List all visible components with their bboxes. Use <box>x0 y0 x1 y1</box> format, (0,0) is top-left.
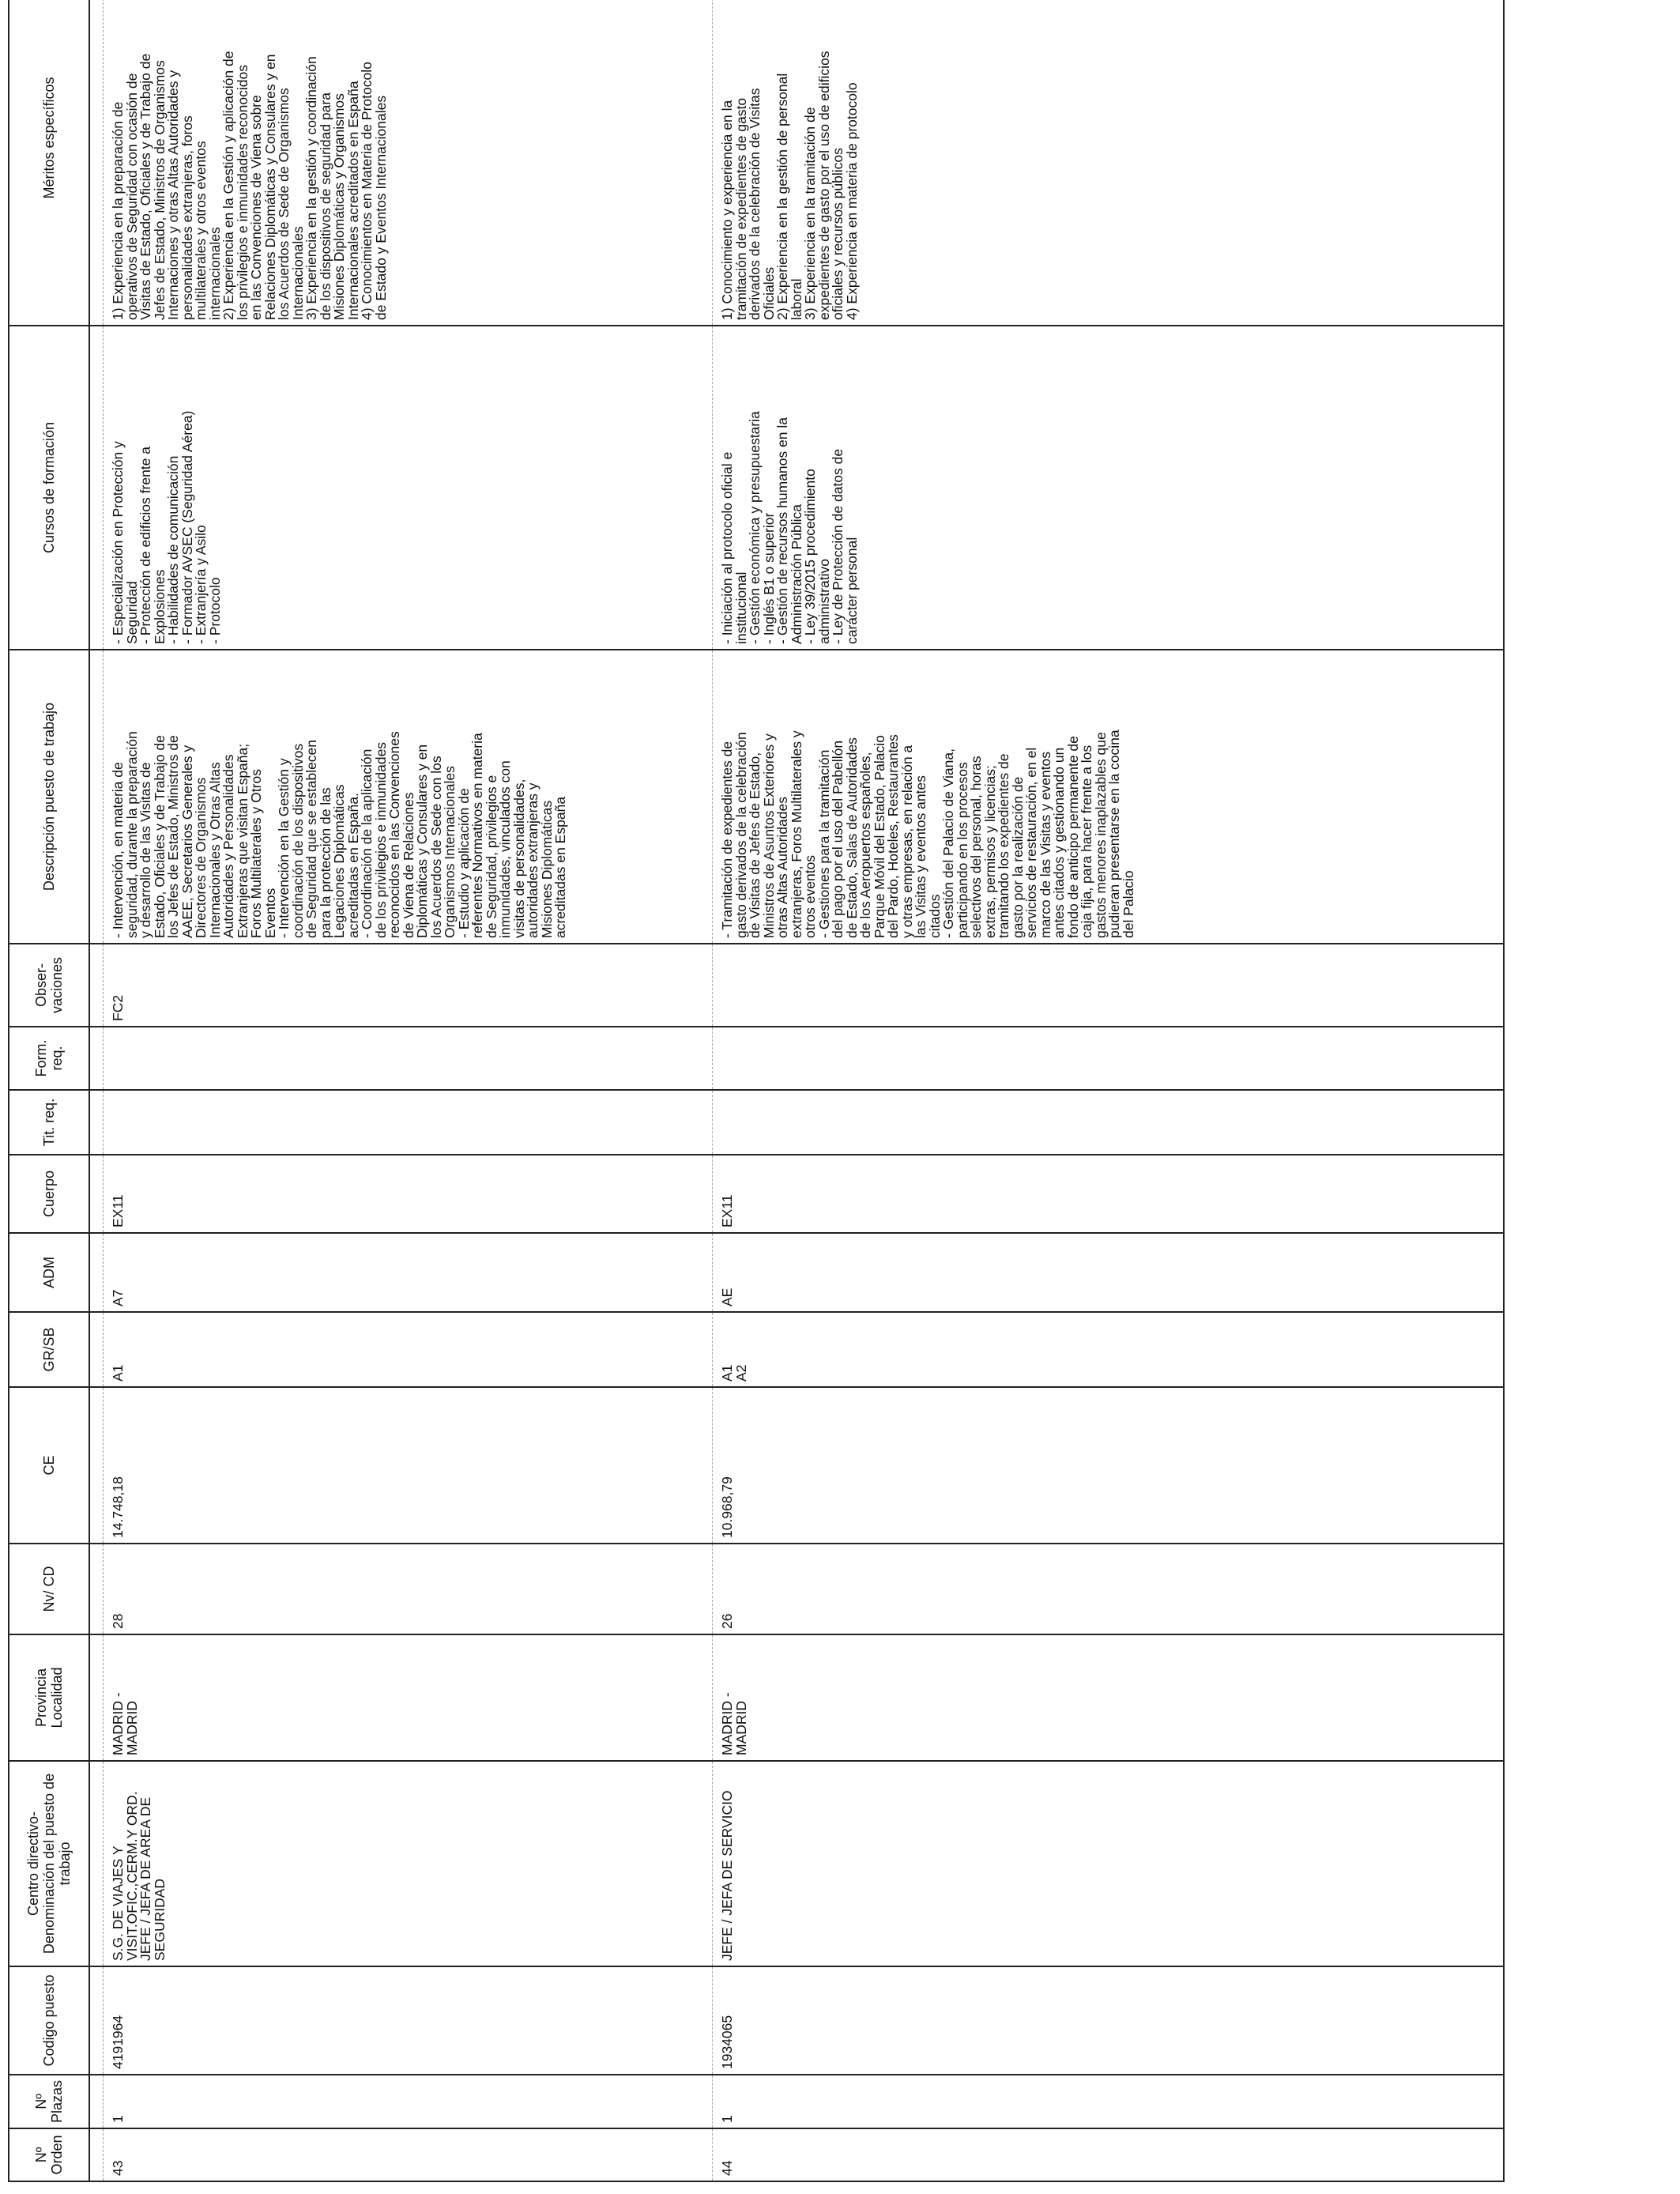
header-cursos: Cursos de formación <box>9 326 89 650</box>
cursos-line: carácter personal <box>843 537 860 644</box>
table-row <box>713 0 1505 2181</box>
desc-line: acreditadas en España. <box>345 793 361 938</box>
desc-line: y otras empresas, en relación a <box>898 745 915 938</box>
header-ce: CE <box>9 1387 89 1544</box>
cell-cursos <box>713 326 1505 650</box>
cell-ce: 10.968,79 <box>713 1387 1505 1544</box>
desc-line: del Pardo, Hoteles, Restaurantes <box>885 734 901 938</box>
provincia-line: MADRID - <box>110 1692 126 1755</box>
desc-line: - Tramitación de expedientes de <box>719 741 735 938</box>
desc-line: Organismos Internacionales <box>442 766 458 938</box>
desc-line: - Gestión del Palacio de Viana, <box>940 748 956 938</box>
header-codigo: Codigo puesto <box>9 1966 89 2075</box>
header-row <box>9 0 89 2181</box>
provincia-line: MADRID - <box>719 1692 735 1755</box>
meritos-line: laboral <box>788 278 804 320</box>
cursos-line: - Extranjería y Asilo <box>193 525 209 644</box>
grsb-line: A1 <box>110 1364 126 1382</box>
desc-line: gasto derivados de la celebración <box>733 732 749 938</box>
desc-line: selectivos del personal, horas <box>968 756 984 938</box>
desc-line: y desarrollo de las Visitas de <box>137 762 153 938</box>
desc-line: - Estudio y aplicación de <box>455 788 472 938</box>
meritos-line: los Acuerdos de Sede de Organismos <box>276 88 292 320</box>
meritos-line: operativos de Seguridad con ocasión de <box>123 73 140 320</box>
cell-grsb <box>104 1312 713 1387</box>
header-cuerpo: Cuerpo <box>9 1155 89 1233</box>
desc-line: del Palacio <box>1120 870 1136 938</box>
desc-line: de los Aeropuertos españoles, <box>857 752 873 938</box>
meritos-line: personalidades extranjeras, foros <box>179 115 195 320</box>
meritos-line: los privilegios e inmunidades reconocidos <box>234 65 250 320</box>
desc-line: las Visitas y eventos antes <box>913 775 929 938</box>
desc-line: - Coordinación de la aplicación <box>359 748 375 938</box>
desc-line: - Intervención, en materia de <box>110 762 126 938</box>
desc-line: servicios de restauración, en el <box>1023 747 1039 938</box>
desc-line: inmunidades, vinculados con <box>497 760 513 938</box>
cell-obs: FC2 <box>104 944 713 1027</box>
meritos-line: 1) Conocimiento y experiencia en la <box>719 100 735 320</box>
cell-nivel: 26 <box>713 1544 1505 1634</box>
desc-line: tramitando los expedientes de <box>996 753 1011 938</box>
cell-form <box>104 1027 713 1090</box>
header-obs: Obser- vaciones <box>9 944 89 1027</box>
header-form: Form. req. <box>9 1027 89 1090</box>
table-row <box>104 0 713 2181</box>
desc-line: de Visitas de Jefes de Estado, <box>747 752 763 938</box>
cell-tit <box>104 1090 713 1155</box>
cell-codigo: 4191964 <box>104 1966 713 2075</box>
job-positions-table <box>8 0 1505 2182</box>
cell-obs <box>713 944 1505 1027</box>
cell-provincia <box>713 1634 1505 1761</box>
meritos-line: oficiales y recursos públicos <box>830 148 846 320</box>
desc-line: de Estado, Salas de Autoridades <box>843 737 860 938</box>
cell-adm: A7 <box>104 1233 713 1312</box>
desc-line: fondo de anticipo permanente de <box>1064 736 1081 938</box>
desc-line: referentes Normativos en materia <box>469 733 485 938</box>
cell-tit <box>713 1090 1505 1155</box>
desc-line: visitas de personalidades, <box>510 778 527 938</box>
grsb-line: A1 <box>719 1364 735 1382</box>
desc-line: citados <box>926 894 943 938</box>
desc-line: antes citados y gestionando un <box>1051 747 1067 938</box>
meritos-line: Misiones Diplomáticas y Organismos <box>331 93 347 320</box>
desc-line: de Seguridad que se establecen <box>303 739 319 938</box>
cursos-line: - Inglés B1 o superior <box>760 512 777 644</box>
meritos-line: 4) Experiencia en materia de protocolo <box>843 82 860 320</box>
cursos-line: Seguridad <box>123 581 140 644</box>
header-centro: Centro directivo- Denominación del puesto de trabajo <box>9 1761 89 1966</box>
cell-cursos <box>104 326 713 650</box>
desc-line: seguridad, durante la preparación <box>123 731 140 938</box>
cursos-line: administrativo <box>816 559 832 644</box>
cell-ce: 14.748,18 <box>104 1387 713 1544</box>
header-provincia: Provincia Localidad <box>9 1634 89 1761</box>
meritos-line: de Estado y Eventos Internacionales <box>372 95 389 320</box>
cell-desc <box>713 650 1505 944</box>
meritos-line: 2) Experiencia en la gestión de personal <box>774 73 790 320</box>
desc-line: Legaciones Diplomáticas <box>331 784 347 938</box>
desc-line: gasto por la realización de <box>1009 776 1026 938</box>
meritos-line: 4) Conocimientos en Materia de Protocolo <box>359 62 375 320</box>
cursos-line: - Ley de Protección de datos de <box>830 448 846 644</box>
desc-line: - Intervención en la Gestión y <box>276 758 292 938</box>
meritos-line: expedientes de gasto por el uso de edificios <box>816 51 832 320</box>
cursos-line: - Formador AVSEC (Seguridad Aérea) <box>179 410 195 644</box>
header-plazas: Nº Plazas <box>9 2075 89 2128</box>
meritos-line: Internaciones y otras Altas Autoridades y <box>165 70 181 320</box>
desc-line: marco de las Visitas y eventos <box>1037 751 1053 938</box>
desc-line: Estado, Oficiales y de Trabajo de <box>151 735 168 938</box>
desc-line: de Viena de Relaciones <box>400 792 416 938</box>
centro-line: S.G. DE VIAJES Y <box>110 1845 126 1961</box>
cursos-line: institucional <box>733 571 749 644</box>
meritos-line: en las Convenciones de Viena sobre <box>248 95 264 320</box>
desc-line: pudieran presentarse en la cocina <box>1106 729 1122 938</box>
meritos-line: Oficiales <box>760 266 777 320</box>
cell-orden: 44 <box>713 2128 1505 2181</box>
header-tit: Tit. req. <box>9 1090 89 1155</box>
desc-line: del pago por el uso del Pabellón <box>830 740 846 938</box>
meritos-line: 3) Experiencia en la gestión y coordinación <box>303 56 319 320</box>
desc-line: Foros Multilaterales y Otros <box>248 769 264 938</box>
desc-line: acreditadas en España <box>552 796 568 938</box>
meritos-line: 2) Experiencia en la Gestión y aplicación de <box>220 51 236 320</box>
desc-line: autoridades extranjeras y <box>525 782 541 938</box>
meritos-line: Visitas de Estado, Oficiales y de Trabajo de <box>137 53 153 320</box>
provincia-line: MADRID <box>123 1700 140 1755</box>
cell-plazas: 1 <box>713 2075 1505 2128</box>
desc-line: Autoridades y Personalidades <box>220 754 236 938</box>
cell-cuerpo: EX11 <box>713 1155 1505 1233</box>
meritos-line: de los dispositivos de seguridad para <box>317 92 333 320</box>
desc-line: - Gestiones para la tramitación <box>816 749 832 938</box>
cell-centro <box>713 1761 1505 1966</box>
cursos-line: - Protocolo <box>206 577 223 644</box>
cell-desc <box>104 650 713 944</box>
cell-nivel: 28 <box>104 1544 713 1634</box>
cell-codigo: 1934065 <box>713 1966 1505 2075</box>
separator-row <box>89 0 104 2181</box>
desc-line: Eventos <box>262 888 278 938</box>
meritos-line: Relaciones Diplomáticas y Consulares y en <box>262 54 278 320</box>
cell-form <box>713 1027 1505 1090</box>
meritos-line: tramitación de expedientes de gasto <box>733 97 749 320</box>
desc-line: Parque Móvil del Estado, Palacio <box>871 735 887 938</box>
desc-line: otras Altas Autoridades <box>774 797 790 938</box>
cell-provincia <box>104 1634 713 1761</box>
desc-line: Diplomáticas y Consulares y en <box>414 744 430 938</box>
meritos-line: internacionales <box>206 227 223 320</box>
grsb-line: A2 <box>733 1364 749 1382</box>
header-meritos: Méritos específicos <box>9 0 89 326</box>
desc-line: para la protección de las <box>317 787 333 938</box>
desc-line: Extranjeras que visitan España; <box>234 743 250 938</box>
meritos-line: 1) Experiencia en la preparación de <box>110 101 126 320</box>
cell-orden: 43 <box>104 2128 713 2181</box>
meritos-line: Jefes de Estado, Ministros de Organismos <box>151 60 168 320</box>
desc-line: reconocidos en las Convenciones <box>386 731 402 938</box>
meritos-line: derivados de la celebración de Visitas <box>747 88 763 320</box>
meritos-line: Internacionales acreditados en España <box>345 81 361 320</box>
cursos-line: Administración Pública <box>788 503 804 644</box>
cursos-line: - Gestión de recursos humanos en la <box>774 417 790 644</box>
cursos-line: - Iniciación al protocolo oficial e <box>719 451 735 644</box>
cell-plazas: 1 <box>104 2075 713 2128</box>
desc-line: de los privilegios e inmunidades <box>372 741 389 938</box>
meritos-line: Internacionales <box>289 226 306 320</box>
desc-line: coordinación de los dispositivos <box>289 743 306 938</box>
cell-centro <box>104 1761 713 1966</box>
desc-line: Internacionales y Otras Altas <box>206 762 223 938</box>
meritos-line: multilaterales y otros eventos <box>193 141 209 320</box>
header-orden: Nº Orden <box>9 2128 89 2181</box>
desc-line: Misiones Diplomáticas <box>538 800 555 938</box>
cursos-line: - Habilidades de comunicación <box>165 455 181 644</box>
centro-line: VISIT.OFIC.,CERM.Y ORD. <box>123 1791 140 1961</box>
centro-line: JEFE / JEFA DE AREA DE <box>137 1796 153 1961</box>
desc-line: extranjeras, Foros Multilaterales y <box>788 730 804 938</box>
desc-line: los Jefes de Estado, Ministros de <box>165 735 181 938</box>
desc-line: de Seguridad, privilegios e <box>483 775 499 938</box>
meritos-line: 3) Experiencia en la tramitación de <box>802 107 818 320</box>
provincia-line: MADRID <box>733 1700 749 1755</box>
desc-line: participando en los procesos <box>954 762 970 938</box>
desc-line: Ministros de Asuntos Exteriores y <box>760 733 777 938</box>
desc-line: los Acuerdos de Sede con los <box>428 756 444 938</box>
cell-grsb <box>713 1312 1505 1387</box>
cursos-line: Explosiones <box>151 569 168 644</box>
desc-line: caja fija, para hacer frente a los <box>1079 745 1094 938</box>
desc-line: AAEE, Secretarios Generales y <box>179 745 195 938</box>
centro-line: JEFE / JEFA DE SERVICIO <box>719 1790 735 1961</box>
cursos-line: - Gestión económica y presupuestaria <box>747 411 763 644</box>
header-grsb: GR/SB <box>9 1312 89 1387</box>
cursos-line: - Especialización en Protección y <box>110 441 126 644</box>
desc-line: Directores de Organismos <box>193 777 209 938</box>
cell-cuerpo: EX11 <box>104 1155 713 1233</box>
cursos-line: - Protección de edificios frente a <box>137 447 153 644</box>
cell-meritos <box>713 0 1505 326</box>
cursos-line: - Ley 39/2015 procedimiento <box>802 469 818 644</box>
desc-line: extras, permisos y licencias; <box>981 765 998 938</box>
header-adm: ADM <box>9 1233 89 1312</box>
cell-meritos <box>104 0 713 326</box>
cell-adm: AE <box>713 1233 1505 1312</box>
centro-line: SEGURIDAD <box>151 1878 168 1961</box>
header-nivel: Nv/ CD <box>9 1544 89 1634</box>
header-desc: Descripción puesto de trabajo <box>9 650 89 944</box>
desc-line: otros eventos <box>802 854 818 938</box>
desc-line: gastos menores inaplazables que <box>1092 732 1109 938</box>
